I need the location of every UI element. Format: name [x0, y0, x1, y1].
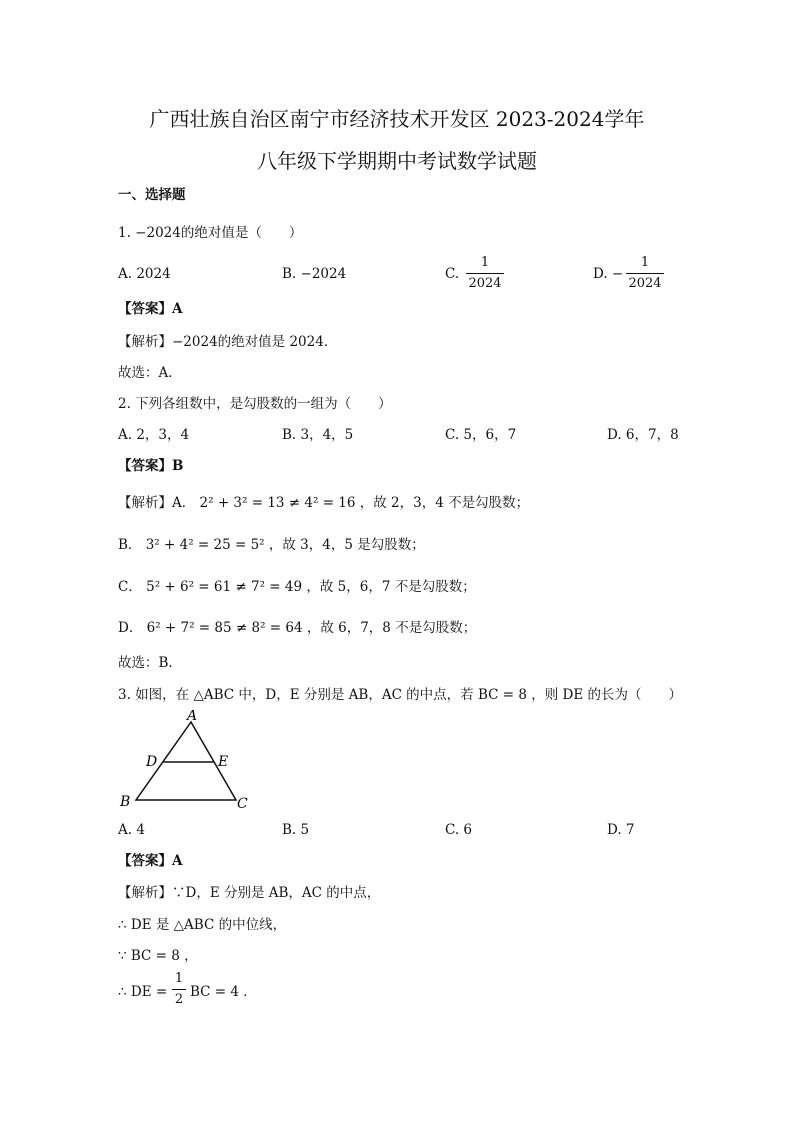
q3-analysis-4-fraction	[172, 971, 186, 1008]
q3-option-c: C. 6	[445, 822, 473, 838]
q3-option-b: B. 5	[282, 822, 310, 838]
fraction-bar	[172, 989, 186, 990]
q1-option-b: B. −2024	[282, 266, 347, 282]
document-title-line1: 广西壮族自治区南宁市经济技术开发区 2023-2024学年	[149, 107, 645, 131]
q3-analysis-4-prefix: ∴ DE =	[118, 984, 168, 1000]
section-heading: 一、选择题	[118, 187, 186, 203]
q2-analysis-d: D． 6² + 7² = 85 ≠ 8² = 64 ，故 6，7，8 不是勾股数；	[118, 620, 477, 636]
q2-stem: 2. 下列各组数中，是勾股数的一组为（ ）	[118, 396, 392, 412]
fraction-denominator: 2024	[468, 276, 502, 291]
q2-option-a: A. 2，3，4	[118, 427, 190, 443]
q3-answer: 【答案】A	[118, 853, 183, 869]
q2-analysis-b: B． 3² + 4² = 25 = 5² ，故 3，4，5 是勾股数；	[118, 537, 425, 553]
fraction-denominator: 2024	[628, 276, 662, 291]
document-title-line2: 八年级下学期期中考试数学试题	[257, 149, 537, 173]
q1-option-c-label: C.	[445, 266, 460, 282]
q3-analysis-4-suffix: BC = 4 ．	[190, 984, 257, 1000]
fraction-bar	[626, 273, 664, 274]
q1-option-d-fraction	[626, 255, 664, 292]
vertex-label-a: A	[187, 710, 198, 724]
vertex-label-b: B	[120, 794, 131, 810]
vertex-label-e: E	[218, 754, 229, 770]
fraction-numerator: 1	[480, 255, 490, 270]
q3-stem: 3. 如图，在 △ABC 中，D，E 分别是 AB，AC 的中点，若 BC = 8 ，则 DE 的长为（ ）	[118, 687, 683, 703]
q1-choice: 故选：A．	[118, 365, 182, 381]
q3-analysis-2: ∴ DE 是 △ABC 的中位线，	[118, 917, 287, 933]
q2-option-d: D. 6，7，8	[607, 427, 679, 443]
fraction-numerator: 1	[174, 971, 184, 986]
q1-analysis: 【解析】−2024的绝对值是 2024．	[118, 334, 338, 350]
q2-analysis-a: 【解析】A． 2² + 3² = 13 ≠ 4² = 16 ，故 2，3，4 不是勾股数；	[118, 495, 530, 511]
q3-option-d: D. 7	[607, 822, 635, 838]
vertex-label-c: C	[237, 796, 248, 812]
vertex-label-d: D	[146, 754, 158, 770]
q1-option-d-label: D. −	[593, 266, 624, 282]
q2-choice: 故选：B．	[118, 655, 182, 671]
q1-option-a: A. 2024	[118, 266, 171, 282]
q3-option-a: A. 4	[118, 822, 145, 838]
q2-option-c: C. 5，6，7	[445, 427, 517, 443]
q1-answer: 【答案】A	[118, 301, 183, 317]
fraction-bar	[466, 273, 504, 274]
fraction-numerator: 1	[640, 255, 650, 270]
q2-option-b: B. 3，4，5	[282, 427, 354, 443]
fraction-denominator: 2	[174, 992, 184, 1007]
q3-analysis-3: ∵ BC = 8 ，	[118, 948, 198, 964]
q3-analysis-1: 【解析】∵D，E 分别是 AB，AC 的中点，	[118, 885, 381, 901]
q1-stem: 1. −2024的绝对值是（ ）	[118, 225, 303, 241]
triangle-figure	[116, 710, 256, 814]
q1-option-c-fraction	[466, 255, 504, 292]
q2-answer: 【答案】B	[118, 458, 184, 474]
q2-analysis-c: C． 5² + 6² = 61 ≠ 7² = 49 ，故 5，6，7 不是勾股数；	[118, 579, 476, 595]
